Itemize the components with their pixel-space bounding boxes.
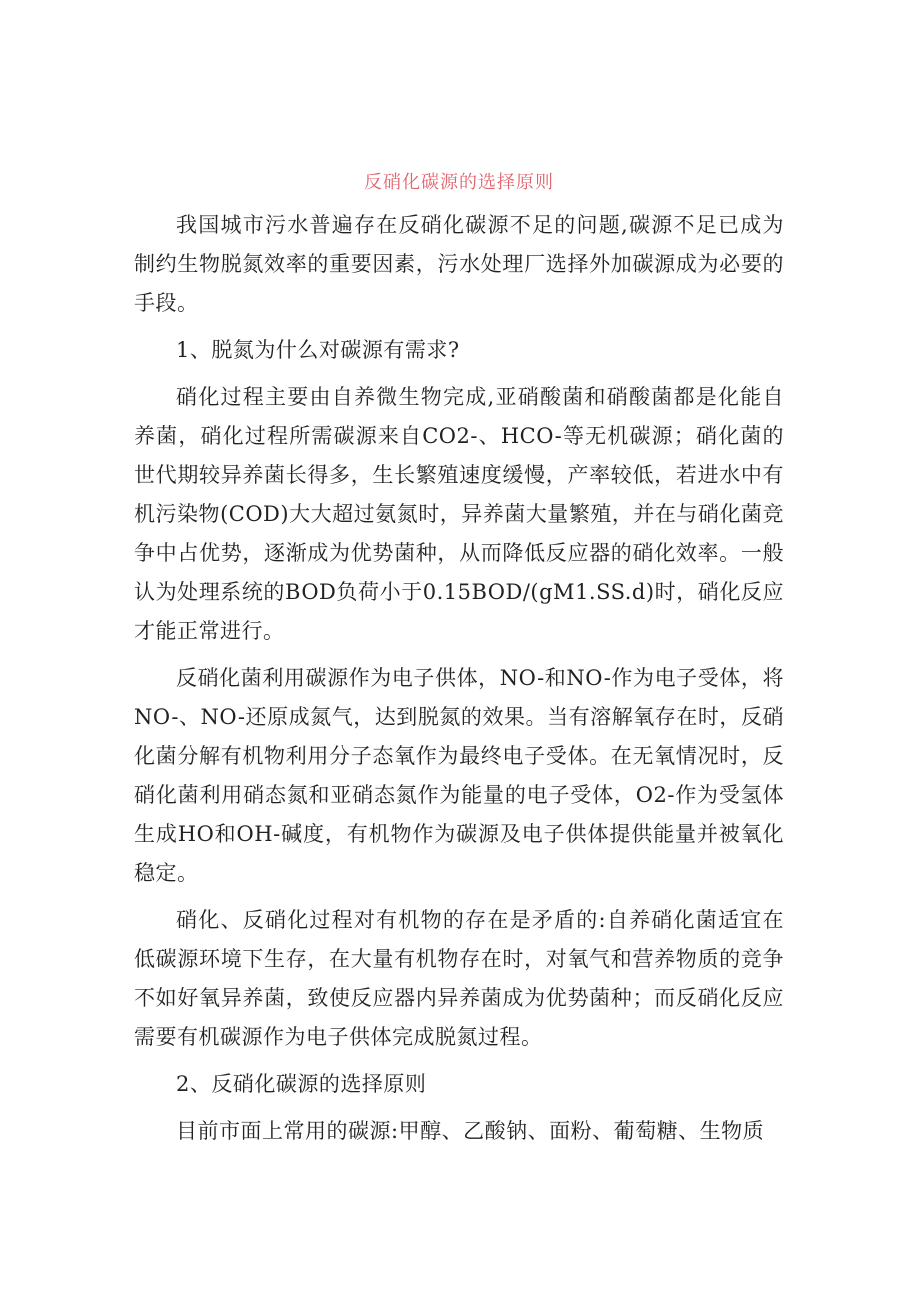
paragraph-gap — [134, 1057, 784, 1065]
paragraph-nitrification: 硝化过程主要由自养微生物完成,亚硝酸菌和硝酸菌都是化能自养菌，硝化过程所需碳源来自CO2-、HCO-等无机碳源；硝化菌的世代期较异养菌长得多，生长繁殖速度缓慢，产率较低，若进水中有机污染物(COD)大大超过氨氮时，异养菌大量繁殖，并在与硝化菌竞争中占优势，逐渐成为优势菌种，从而降低反应器的硝化效率。一般认为处理系统的BOD负荷小于0.15BOD/(gM1.SS.d)时，硝化反应才能正常进行。 — [134, 385, 784, 643]
section-heading-2: 2、反硝化碳源的选择原则 — [176, 1072, 427, 1096]
paragraph-gap — [134, 893, 784, 901]
paragraph-gap — [134, 651, 784, 659]
document-body — [134, 168, 784, 1151]
section-heading-1: 1、脱氮为什么对碳源有需求? — [176, 338, 460, 362]
intro-paragraph: 我国城市污水普遍存在反硝化碳源不足的问题,碳源不足已成为制约生物脱氮效率的重要因素，污水处理厂选择外加碳源成为必要的手段。 — [134, 213, 784, 315]
paragraph-denitrification: 反硝化菌利用碳源作为电子供体，NO-和NO-作为电子受体，将NO-、NO-还原成氮气，达到脱氮的效果。当有溶解氧存在时，反硝化菌分解有机物利用分子态氧作为最终电子受体。在无氧情况时，反硝化菌利用硝态氮和亚硝态氮作为能量的电子受体，O2-作为受氢体生成HO和OH-碱度，有机物作为碳源及电子供体提供能量并被氧化稳定。 — [134, 666, 784, 885]
paragraph-contradiction: 硝化、反硝化过程对有机物的存在是矛盾的:自养硝化菌适宜在低碳源环境下生存，在大量有机物存在时，对氧气和营养物质的竞争不如好氧异养菌，致使反应器内异养菌成为优势菌种；而反硝化反应需要有机碳源作为电子供体完成脱氮过程。 — [134, 908, 784, 1049]
paragraph-gap — [134, 370, 784, 378]
paragraph-gap — [134, 1104, 784, 1112]
paragraph-carbon-sources: 目前市面上常用的碳源:甲醇、乙酸钠、面粉、葡萄糖、生物质 — [176, 1119, 765, 1143]
document-title: 反硝化碳源的选择原则 — [364, 172, 554, 193]
paragraph-gap — [134, 323, 784, 331]
